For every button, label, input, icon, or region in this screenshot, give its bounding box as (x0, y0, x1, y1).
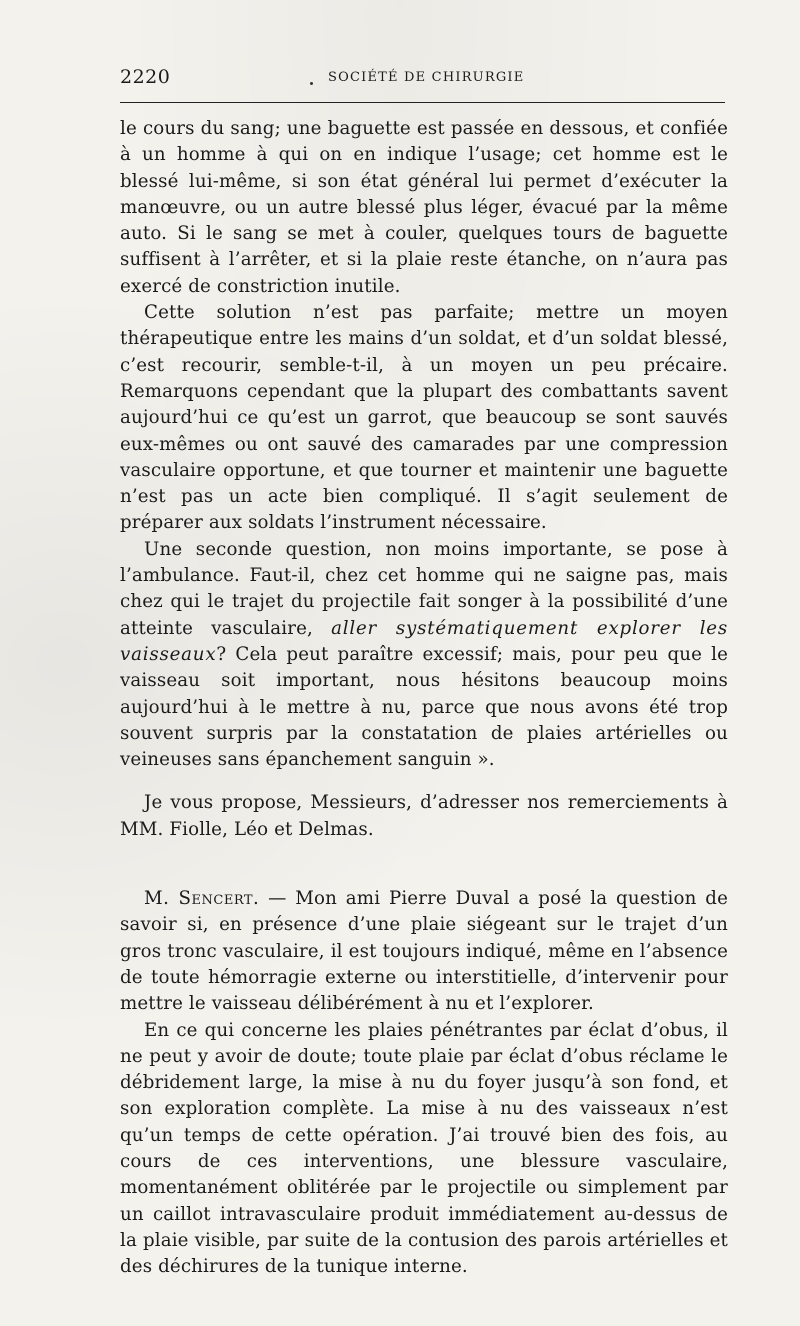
body-text (120, 116, 728, 1280)
speaker-name: M. Sencert. (144, 888, 260, 910)
paragraph-text: Une seconde question, non moins importante, se pose à l’ambulance. Faut-il, chez cet homme qui ne saigne pas, mais chez qui le trajet du projectile fait songer à la possibilité d’une atteinte vasculaire, (120, 538, 728, 639)
paragraph-text: — Mon ami Pierre Duval a posé la question de savoir si, en présence d’une plaie siégeant sur le trajet d’un gros tronc vasculaire, il est toujours indiqué, même en l’absence de toute hémorragie externe ou interstitielle, d’intervenir pour mettre le vaisseau délibérément à nu et l’explorer. (120, 888, 728, 1015)
paragraph-shell-wounds: En ce qui concerne les plaies pénétrantes par éclat d’obus, il ne peut y avoir de doute; toute plaie par éclat d’obus réclame le débridement large, la mise à nu du foyer jusqu’à son fond, et son exploration complète. La mise à nu des vaisseaux n’est qu’un temps de cette opération. J’ai trouvé bien des fois, au cours de ces interventions, une blessure vasculaire, momentanément oblitérée par le projectile ou simplement par un caillot intravasculaire produit immédiatement au-dessus de la plaie visible, par suite de la contusion des parois artérielles et des déchirures de la tunique interne. (120, 1019, 728, 1278)
paragraph-continuation: le cours du sang; une baguette est passée en dessous, et confiée à un homme à qui on en indique l’usage; cet homme est le blessé lui-même, si son état général lui permet d’exécuter la manœuvre, ou un autre blessé plus léger, évacué par la même auto. Si le sang se met à couler, quelques tours de baguette suffisent à l’arrêter, et si la plaie reste étanche, on n’aura pas exercé de constriction inutile. (120, 118, 728, 297)
header-rule (120, 102, 725, 103)
spacer (120, 843, 728, 886)
paragraph-conclusion: Je vous propose, Messieurs, d’adresser nos remerciements à MM. Fiolle, Léo et Delmas. (120, 792, 728, 840)
page-header (120, 66, 725, 90)
paragraph-text: ? Cela peut paraître excessif; mais, pour peu que le vaisseau soit important, nous hésitons beaucoup moins aujourd’hui à le mettre à nu, parce que nous avons été trop souvent surpris par la constatation de plaies artérielles ou veineuses sans épanchement sanguin ». (120, 643, 728, 771)
italic-emphasis: aller systématiquement explorer les vaisseaux (120, 617, 729, 665)
paragraph-second-question (120, 537, 728, 774)
ink-dot (310, 82, 313, 85)
spacer (120, 773, 728, 790)
running-head: SOCIÉTÉ DE CHIRURGIE (328, 70, 525, 85)
paragraph-garrot-solution: Cette solution n’est pas parfaite; mettre un moyen thérapeutique entre les mains d’un soldat, et d’un soldat blessé, c’est recourir, semble-t-il, à un moyen un peu précaire. Remarquons cependant que la plupart des combattants savent aujourd’hui ce qu’est un garrot, que beaucoup se sont sauvés eux-mêmes ou ont sauvé des camarades par une compression vasculaire opportune, et que tourner et maintenir une baguette n’est pas un acte bien compliqué. Il s’agit seulement de préparer aux soldats l’instrument nécessaire. (120, 302, 728, 534)
paragraph-sencert (120, 886, 728, 1017)
page-number: 2220 (120, 66, 171, 88)
